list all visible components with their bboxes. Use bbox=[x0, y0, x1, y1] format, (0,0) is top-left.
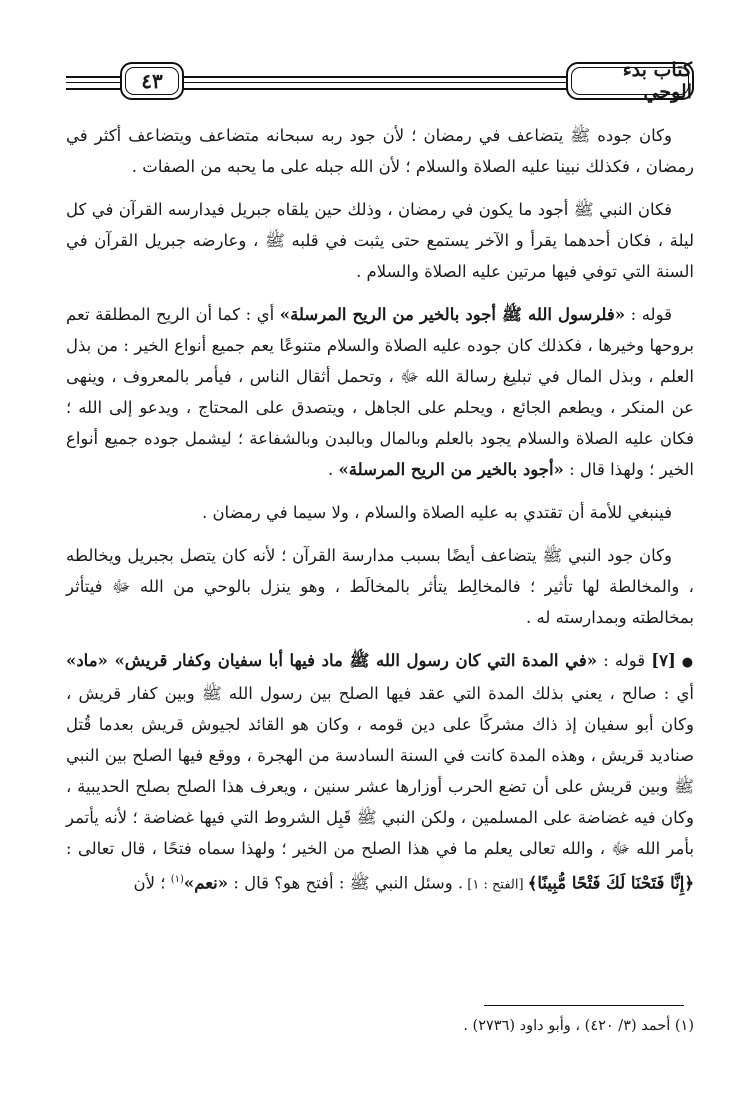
paragraph: وكان جوده ﷺ يتضاعف في رمضان ؛ لأن جود ربه سبحانه متضاعف ويتضاعف أكثر في رمضان ، فكذلك نبينا عليه الصلاة والسلام ؛ لأن الله جبله على ما يحبه من الصفات . bbox=[66, 126, 694, 176]
ayah-reference: [الفتح : ١] bbox=[463, 877, 528, 893]
footnote-marker: (١) bbox=[170, 874, 184, 885]
paragraph-text: . وسئل النبي ﷺ : أفتح هو؟ قال : bbox=[228, 873, 464, 893]
bullet-icon: ● bbox=[681, 655, 694, 670]
hadith-quote: «نعم» bbox=[183, 873, 229, 893]
footnote-divider bbox=[484, 1005, 684, 1006]
hadith-quote: «في المدة التي كان رسول الله ﷺ ماد فيها أبا سفيان وكفار قريش» bbox=[114, 651, 598, 670]
paragraph: وكان جود النبي ﷺ يتضاعف أيضًا بسبب مدارسة القرآن ؛ لأنه كان يتصل بجبريل ويخالطه ، والمخالطة لها تأثير ؛ فالمخالِط يتأثر بالمخالَط ، وهو ينزل بالوحي من الله ﷻ فيتأثر بمخالطته وبمدارسته له . bbox=[66, 546, 694, 627]
quran-ayah: ﴿إِنَّا فَتَحْنَا لَكَ فَتْحًا مُّبِينًا﴾ bbox=[527, 873, 694, 893]
page-number: ٤٣ bbox=[120, 62, 184, 100]
footnote: (١) أحمد (٣/ ٤٢٠) ، وأبو داود (٢٧٣٦) . bbox=[463, 1018, 694, 1034]
paragraph bbox=[66, 299, 694, 485]
hadith-quote: «أجود بالخير من الريح المرسلة» bbox=[338, 460, 564, 479]
page-header bbox=[66, 58, 694, 104]
paragraph-lead: قوله : bbox=[625, 305, 672, 324]
hadith-quote: «فلرسول الله ﷺ أجود بالخير من الريح المرسلة» bbox=[279, 305, 626, 324]
paragraph-lead: قوله : bbox=[597, 651, 652, 670]
section-number: [٧] bbox=[651, 651, 676, 670]
hadith-quote: «ماد» bbox=[66, 651, 115, 670]
paragraph-tail: . bbox=[327, 460, 339, 479]
paragraph-tail: ؛ لأن bbox=[133, 873, 171, 893]
book-title: كتاب بدء الوحي bbox=[566, 62, 694, 100]
paragraph bbox=[66, 645, 694, 901]
paragraph: فينبغي للأمة أن تقتدي به عليه الصلاة والسلام ، ولا سيما في رمضان . bbox=[201, 503, 672, 522]
paragraph-text: أي : صالح ، يعني بذلك المدة التي عقد فيها الصلح بين رسول الله ﷺ وبين كفار قريش ، وكان أبو سفيان إذ ذاك مشركًا على دين قومه ، وكان هو القائد لجيوش قريش بعدما قُتل صناديد قريش ، وهذه المدة كانت في السنة السادسة من الهجرة ، ووقع فيها الصلح بين النبي ﷺ وبين قريش على أن تضع الحرب أوزارها عشر سنين ، ويعرف هذا الصلح بصلح الحديبية ، وكان فيه غضاضة على المسلمين ، ولكن النبي ﷺ قَبِل الشروط التي فيها غضاضة ؛ لأنه يأتمر بأمر الله ﷻ ، والله تعالى يعلم ما في هذا الصلح من الخير ؛ ولهذا سماه فتحًا ، قال تعالى : bbox=[66, 684, 694, 858]
main-text bbox=[66, 120, 694, 901]
paragraph: فكان النبي ﷺ أجود ما يكون في رمضان ، وذلك حين يلقاه جبريل فيدارسه القرآن في كل ليلة ، فكان أحدهما يقرأ و الآخر يستمع حتى يثبت في قلبه ﷺ ، وعارضه جبريل القرآن في السنة التي توفي فيها مرتين عليه الصلاة والسلام . bbox=[66, 200, 694, 281]
paragraph-text: أي : كما أن الريح المطلقة تعم بروحها وخيرها ، فكذلك كان جوده عليه الصلاة والسلام متنوعًا يعم جميع أنواع الخير : من بذل العلم ، وبذل المال في تبليغ رسالة الله ﷻ ، وتحمل أثقال الناس ، فيأمر بالمعروف ، وينهى عن المنكر ، ويطعم الجائع ، ويحلم على الجاهل ، ويتصدق على المحتاج ، ويدعو إلى الله ؛ فكان عليه الصلاة والسلام يجود بالعلم وبالمال وبالبدن وبالشفاعة ؛ ليشمل جوده جميع أنواع الخير ؛ ولهذا قال : bbox=[66, 305, 694, 479]
